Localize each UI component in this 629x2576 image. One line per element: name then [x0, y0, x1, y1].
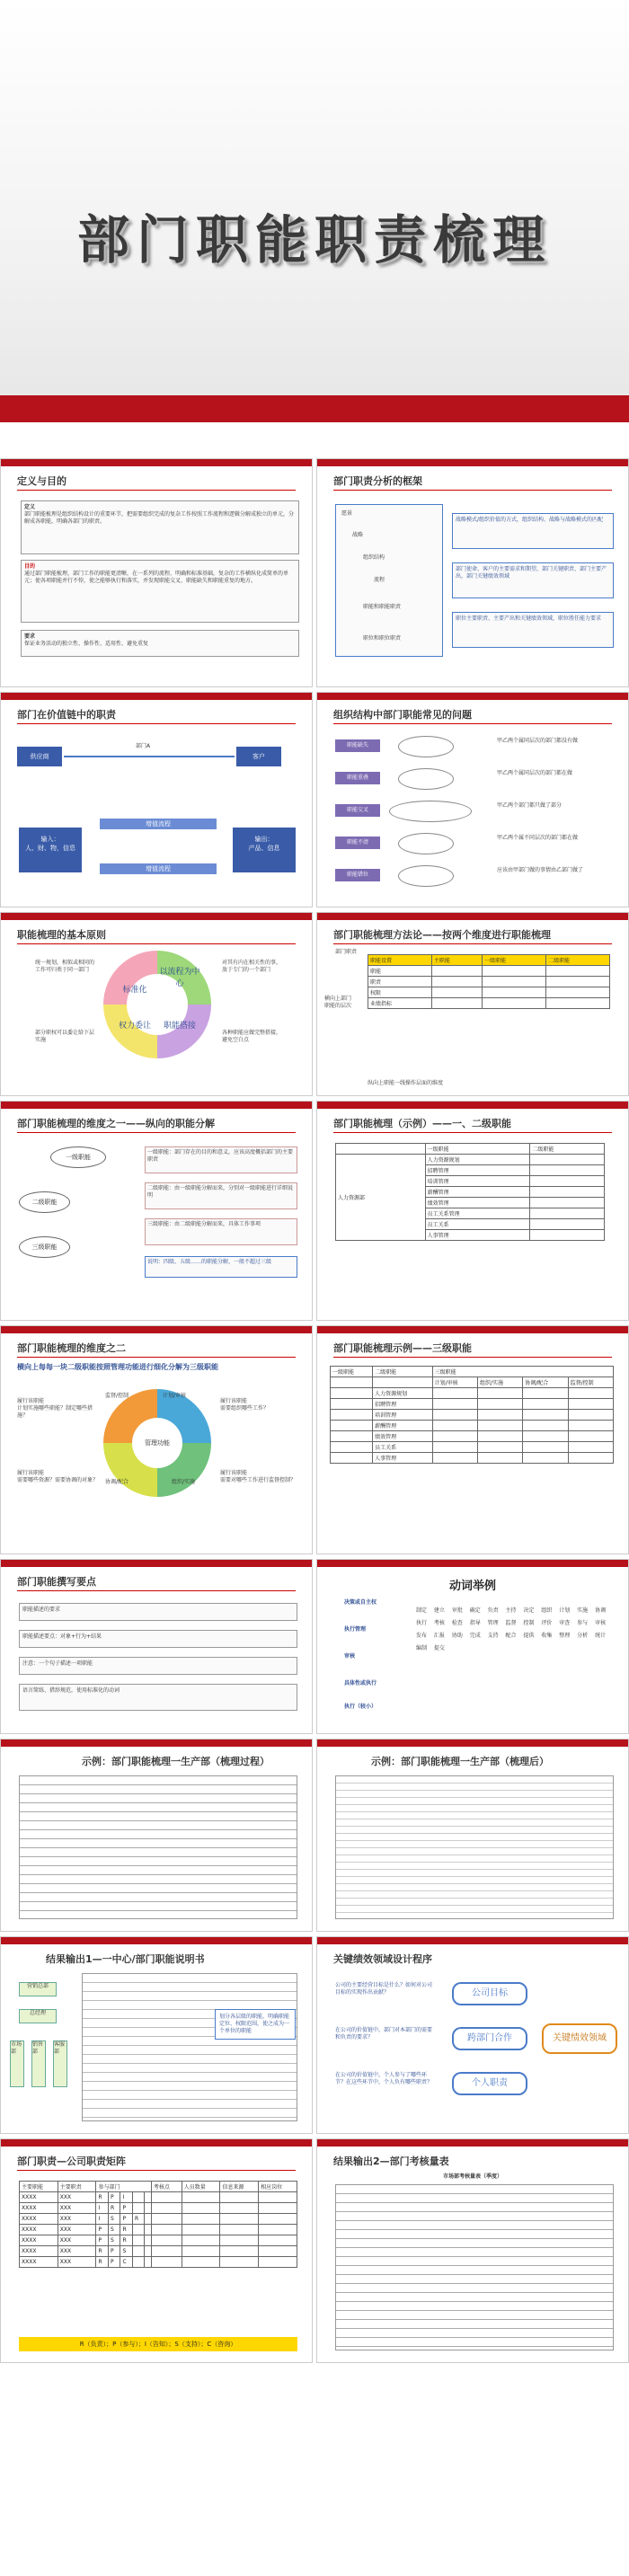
cell: 人事管理 — [425, 1230, 530, 1241]
matrix-row — [20, 2246, 297, 2257]
matrix-cell — [182, 2257, 220, 2268]
matrix-cell — [220, 2192, 259, 2203]
matrix-cell: XXXX — [20, 2203, 58, 2214]
cell: 培训管理 — [373, 1410, 433, 1421]
framework-position: 职位和职位职责 — [363, 635, 402, 642]
cycle-plan: 计划/审核 — [163, 1393, 187, 1399]
slide-matrix — [0, 2138, 313, 2363]
col-header: 监督/控制 — [568, 1377, 613, 1388]
matrix-cell: XXXX — [20, 2235, 58, 2246]
verb-group-2: 执行管理 — [344, 1626, 367, 1633]
methodology-table — [368, 954, 610, 1009]
matrix-cell — [220, 2235, 259, 2246]
tip-1: 职能描述的要求 — [19, 1603, 297, 1621]
slide-writing-tips — [0, 1559, 313, 1734]
matrix-cell: P — [108, 2192, 120, 2203]
cell: 招聘管理 — [425, 1165, 530, 1176]
matrix-row — [20, 2203, 297, 2214]
slide-common-problems — [316, 692, 629, 907]
problem-note-4: 甲乙两个属不同层次的部门都在做 — [497, 835, 579, 841]
level3-table — [330, 1366, 614, 1464]
matrix-cell — [145, 2235, 151, 2246]
matrix-cell: XXXX — [20, 2214, 58, 2225]
venn-5 — [398, 865, 454, 887]
kpa-company-goal: 公司目标 — [452, 1982, 527, 2005]
principle-delegate: 权力委让 — [118, 1022, 151, 1031]
matrix-cell: P — [120, 2214, 133, 2225]
col-header: 一级职能 — [425, 1144, 530, 1155]
level-2-desc: 二级职能：由一级职能分解而来，分别对一级职能进行详细说明 — [145, 1182, 297, 1209]
title-bar — [0, 395, 629, 422]
matrix-cell: XXXX — [20, 2225, 58, 2235]
matrix-cell — [145, 2214, 151, 2225]
verb-list: 制定 建立 审批 确定 负责 主持 决定 组织 计划 实施 协调 执行 考核 检查 指导 管理 监督 控制 评价 审查 参与 审核 发布 汇报 协助 完成 支持 配合 提供 收集 整理 分析 统计 编制 提交 — [416, 1607, 607, 1651]
col-header: 人员数量 — [182, 2182, 220, 2192]
definition-text: 部门职能梳理是组织结构设计的重要环节，把需要组织完成的复杂工作按照工作流程和逻辑分解成独立的单元，分解成各职能，明确各部门的职责。 — [24, 511, 295, 525]
process-table — [19, 1775, 297, 1919]
tip-4: 语言简练、措辞规范，使用标准化的动词 — [19, 1684, 297, 1711]
matrix-cell: XXX — [58, 2203, 96, 2214]
cycle-center: 管理功能 — [132, 1418, 182, 1468]
matrix-cell — [151, 2257, 182, 2268]
matrix-cell: R — [96, 2246, 109, 2257]
cell: 员工关系 — [373, 1442, 433, 1453]
problem-note-5: 应该由甲部门做的事情由乙部门做了 — [497, 867, 584, 873]
level-3-desc: 三级职能：由二级职能分解而来，具体工作事项 — [145, 1218, 297, 1245]
slide-example-level3 — [316, 1325, 629, 1554]
kpa-question-1: 公司的主要经营目标是什么？如何对公司目标的实现作出贡献？ — [335, 1982, 433, 1996]
matrix-cell — [145, 2246, 151, 2257]
matrix-cell — [182, 2192, 220, 2203]
slide-example-level12 — [316, 1101, 629, 1321]
slide-title: 动词举例 — [448, 1580, 496, 1593]
matrix-cell — [182, 2246, 220, 2257]
matrix-cell: I — [96, 2214, 109, 2225]
cell: 绩效管理 — [425, 1198, 530, 1208]
slide-framework — [316, 458, 629, 687]
output-box: 输出： 产品、信息 — [233, 828, 296, 872]
framework-note-3: 职位主要职责、主要产出和关键绩效领域，职位胜任能力要求 — [452, 612, 614, 648]
slide-title: 定义与目的 — [17, 475, 66, 487]
slide-horizontal — [0, 1325, 313, 1554]
cell: 薪酬管理 — [425, 1187, 530, 1198]
tip-2: 职能描述要点：对象+行为+结果 — [19, 1630, 297, 1648]
goal-text: 通过部门职能梳理，部门工作的职能更清晰，在一系列的流程、明确和标准基础，复杂的工作横纵化成简单的单元；使各项职能并行不悖，使之能够执行和落实，并发现职能交叉、职能缺失和职能重复的地方。 — [24, 571, 289, 584]
slide-definition — [0, 458, 313, 687]
matrix-cell: I — [96, 2203, 109, 2214]
verb-group-3: 审核 — [344, 1653, 356, 1660]
matrix-cell — [151, 2225, 182, 2235]
slide-title: 部门职责分析的框架 — [333, 475, 422, 487]
slide-methodology — [316, 912, 629, 1096]
matrix-cell: XXX — [58, 2192, 96, 2203]
cell: 员工关系 — [425, 1219, 530, 1230]
org-root: 营销总部 — [19, 1982, 57, 1996]
axis-y-label: 横向上部门职能的层次 — [324, 996, 352, 1009]
matrix-cell — [132, 2257, 145, 2268]
matrix-cell: P — [120, 2203, 133, 2214]
matrix-cell — [220, 2225, 259, 2235]
matrix-cell — [145, 2225, 151, 2235]
goal-box — [21, 560, 299, 623]
matrix-cell — [259, 2203, 297, 2214]
row-label: 职责 — [368, 977, 432, 987]
matrix-cell: P — [96, 2225, 109, 2235]
org-manager: 总经理 — [19, 2009, 57, 2023]
cycle-implement: 组织/实施 — [172, 1479, 196, 1485]
slide-title: 部门职能梳理（示例）——一、二级职能 — [333, 1118, 511, 1129]
spec-table — [82, 1973, 297, 2121]
cycle-note-3: 履行该职能 需要组织哪些工作？ — [220, 1398, 270, 1412]
cell: 培训管理 — [425, 1176, 530, 1187]
matrix-cell — [259, 2214, 297, 2225]
col-header: 主要职责 — [58, 2182, 96, 2192]
principle-note-3: 部分职权可以委让给下层实施 — [35, 1030, 95, 1043]
col-header: 一级职能 — [331, 1367, 373, 1377]
dept-cell: 人力资源部 — [336, 1155, 426, 1241]
row-label: 权限 — [368, 987, 432, 998]
slide-subtitle: 横向上每每一块二级职能按照管理功能进行细化分解为三级职能 — [17, 1363, 218, 1371]
matrix-cell: P — [108, 2257, 120, 2268]
matrix-cell — [132, 2246, 145, 2257]
matrix-cell — [151, 2203, 182, 2214]
col-header: 二级职能 — [373, 1367, 433, 1377]
matrix-cell — [182, 2225, 220, 2235]
row-label: 业绩指标 — [368, 998, 432, 1009]
cycle-note-1: 履行该职能 计划实施哪些职能？制定哪些措施？ — [17, 1398, 93, 1419]
matrix-cell: R — [96, 2192, 109, 2203]
definition-box — [21, 500, 299, 554]
customer-box: 客户 — [236, 747, 281, 766]
verb-group-1: 决策或自主权 — [344, 1599, 377, 1606]
col-header: 考核点 — [151, 2182, 182, 2192]
matrix-cell — [259, 2192, 297, 2203]
value-process-1: 增值流程 — [100, 819, 217, 829]
cell: 员工关系管理 — [425, 1208, 530, 1219]
matrix-cell — [182, 2235, 220, 2246]
level-1-node: 一级职能 — [50, 1146, 106, 1168]
slide-title: 关键绩效领域设计程序 — [333, 1953, 432, 1965]
cell: 人事管理 — [373, 1453, 433, 1464]
venn-1 — [398, 736, 454, 757]
slide-verbs — [316, 1559, 629, 1734]
matrix-cell: S — [108, 2214, 120, 2225]
matrix-row — [20, 2225, 297, 2235]
matrix-cell — [182, 2203, 220, 2214]
principle-note-4: 统一规划，相似或相同的工作可归类于同一部门 — [35, 960, 95, 973]
row-label: 职能 — [368, 966, 432, 977]
slide-title: 部门在价值链中的职责 — [17, 709, 116, 721]
cell: 人力资源规划 — [373, 1388, 433, 1399]
matrix-cell — [132, 2225, 145, 2235]
col-header: 二级职能 — [530, 1144, 605, 1155]
matrix-cell — [132, 2235, 145, 2246]
slide-title: 组织结构中部门职能常见的问题 — [333, 709, 472, 721]
principle-note-1: 对其有内在相关性的事，放于专门的一个部门 — [222, 960, 282, 973]
level12-table — [335, 1143, 605, 1241]
slide-title: 部门职能梳理的维度之一——纵向的职能分解 — [17, 1118, 215, 1129]
main-title: 部门职能职责梳理 — [76, 209, 552, 270]
matrix-cell — [132, 2192, 145, 2203]
matrix-cell: XXX — [58, 2225, 96, 2235]
kpa-question-2: 在公司的价值链中，部门对本部门的需要和负责的要求？ — [335, 2027, 433, 2040]
kpa-cross-dept: 跨部门合作 — [452, 2027, 527, 2050]
matrix-cell — [259, 2225, 297, 2235]
definition-heading: 定义 — [24, 504, 36, 510]
level-3-node: 三级职能 — [19, 1236, 70, 1258]
problem-note-3: 甲乙两个部门都只做了部分 — [497, 802, 563, 809]
verb-group-5: 执行（较小） — [344, 1704, 377, 1710]
matrix-cell: R — [96, 2257, 109, 2268]
slide-title: 部门职能撰写要点 — [17, 1576, 96, 1588]
slide-title: 示例：部门职能梳理一生产部（梳理过程） — [82, 1756, 270, 1767]
kpi-sheet-title: 市场部考核量表（季度） — [442, 2173, 502, 2180]
matrix-cell: XXX — [58, 2235, 96, 2246]
axis-corner: 部门职责 — [335, 949, 358, 955]
framework-function: 职能和职能职责 — [363, 604, 402, 610]
cell: 招聘管理 — [373, 1399, 433, 1410]
level-2-node: 二级职能 — [19, 1191, 70, 1213]
framework-process: 流程 — [374, 577, 385, 583]
problem-overlap: 职能重叠 — [335, 772, 380, 784]
kpa-individual: 个人职责 — [452, 2072, 527, 2095]
problem-cross: 职能交叉 — [335, 804, 380, 817]
matrix-row — [20, 2235, 297, 2246]
matrix-cell: S — [120, 2246, 133, 2257]
matrix-cell: P — [108, 2246, 120, 2257]
matrix-cell: C — [120, 2257, 133, 2268]
framework-structure: 组织结构 — [363, 554, 385, 561]
cell: 薪酬管理 — [373, 1421, 433, 1431]
venn-3 — [389, 801, 472, 822]
matrix-cell — [259, 2246, 297, 2257]
slide-title: 结果输出2—部门考核量表 — [333, 2156, 449, 2167]
principle-note-2: 各种职能应做完整搭接，避免空白点 — [222, 1030, 282, 1043]
col-header: 二级职能 — [546, 955, 610, 966]
matrix-cell: XXXX — [20, 2257, 58, 2268]
matrix-cell: I — [120, 2192, 133, 2203]
venn-2 — [398, 768, 454, 790]
matrix-cell — [132, 2203, 145, 2214]
slide-title: 部门职能梳理方法论——按两个维度进行职能梳理 — [333, 929, 551, 941]
venn-4 — [398, 833, 454, 854]
matrix-cell — [259, 2235, 297, 2246]
matrix-cell: S — [108, 2235, 120, 2246]
col-header: 职能设置 — [368, 955, 432, 966]
axis-x-label: 纵向上职能一线操作层面的维度 — [368, 1080, 444, 1086]
framework-note-2: 部门使命、客户的主要需求和期望，部门关键职责、部门主要产出，部门关键绩效领域 — [452, 562, 614, 598]
col-header: 主要职能 — [20, 2182, 58, 2192]
cycle-note-2: 履行该职能 需要哪些资源？需要协调的对象？ — [17, 1470, 99, 1483]
cell: 绩效管理 — [373, 1431, 433, 1442]
result-document — [335, 1775, 614, 1919]
slide-title: 部门职能梳理示例——三级职能 — [333, 1342, 472, 1354]
matrix-cell: R — [108, 2203, 120, 2214]
matrix-cell — [145, 2203, 151, 2214]
matrix-cell — [145, 2192, 151, 2203]
matrix-cell — [182, 2214, 220, 2225]
matrix-cell — [151, 2214, 182, 2225]
matrix-cell: XXXX — [20, 2192, 58, 2203]
dept-label: 部门A — [136, 743, 151, 749]
col-header: 一级职能 — [483, 955, 546, 966]
matrix-cell — [151, 2246, 182, 2257]
matrix-cell — [220, 2246, 259, 2257]
slide-kpa-design — [316, 1936, 629, 2134]
problem-missing: 职能缺失 — [335, 739, 380, 752]
col-header: 三级职能 — [432, 1367, 613, 1377]
kpi-table — [335, 2184, 614, 2350]
col-header: 相应岗位 — [259, 2182, 297, 2192]
principle-standard: 标准化 — [122, 986, 147, 995]
matrix-cell: R — [132, 2214, 145, 2225]
col-header: 参与部门 — [96, 2182, 151, 2192]
matrix-cell — [220, 2203, 259, 2214]
slide-title: 部门职责—公司职责矩阵 — [17, 2156, 126, 2167]
cycle-coordinate: 协调/配合 — [105, 1479, 129, 1485]
matrix-row — [20, 2257, 297, 2268]
matrix-row — [20, 2214, 297, 2225]
matrix-cell — [220, 2214, 259, 2225]
org-child-2: 销售部 — [31, 2040, 46, 2087]
kpa-result: 关键绩效领域 — [542, 2023, 617, 2054]
matrix-cell — [259, 2257, 297, 2268]
problem-misplaced: 职能错位 — [335, 869, 380, 881]
matrix-cell — [220, 2257, 259, 2268]
slide-title: 部门职能梳理的维度之二 — [17, 1342, 126, 1354]
framework-note-1: 战略模式/组织价值的方式，组织结构、战略与战略模式的匹配 — [452, 513, 614, 549]
tip-3: 注意：一个句子描述一项职能 — [19, 1657, 297, 1675]
matrix-row — [20, 2192, 297, 2203]
chain-arrow — [64, 756, 235, 757]
problem-note-1: 甲乙两个属同层次的部门都没有做 — [497, 738, 579, 744]
matrix-cell: R — [120, 2225, 133, 2235]
level-note: 说明：四级、五级……的职能分解，一般不超过三级 — [145, 1256, 297, 1278]
slide-spec-sheet — [0, 1936, 313, 2134]
matrix-cell: XXXX — [20, 2246, 58, 2257]
requirement-box — [21, 630, 299, 657]
matrix-cell — [145, 2257, 151, 2268]
cell: 人力资源规划 — [425, 1155, 530, 1165]
slide-vertical — [0, 1101, 313, 1321]
slide-title: 职能梳理的基本原则 — [17, 929, 106, 941]
principle-connect: 职能搭接 — [163, 1022, 196, 1031]
framework-diagram — [335, 504, 443, 657]
matrix-cell: R — [120, 2235, 133, 2246]
matrix-cell: XXX — [58, 2257, 96, 2268]
col-header: 协调/配合 — [523, 1377, 568, 1388]
matrix-legend: R（负责）；P（参与）；I（告知）；S（支持）；C（咨询） — [19, 2337, 297, 2351]
org-child-1: 市场部 — [10, 2040, 24, 2087]
matrix-cell — [151, 2235, 182, 2246]
col-header: 组织/实施 — [477, 1377, 522, 1388]
title-slide — [0, 0, 629, 422]
matrix-cell: P — [96, 2235, 109, 2246]
slide-title: 示例：部门职能梳理一生产部（梳理后） — [371, 1756, 549, 1767]
framework-vision: 愿景 — [341, 510, 353, 517]
verb-group-4: 具体性或执行 — [344, 1680, 377, 1686]
col-header: 主职能 — [431, 955, 482, 966]
matrix-cell — [151, 2192, 182, 2203]
col-header: 计划/审核 — [432, 1377, 477, 1388]
requirement-heading: 要求 — [24, 633, 36, 640]
cycle-note-4: 履行该职能 需要对哪些工作进行监督控制？ — [220, 1470, 297, 1483]
slide-kpi-sheet — [316, 2138, 629, 2363]
slide-principles — [0, 912, 313, 1096]
spec-callout: 划分各层级的职能，明确职能定位、权限范围，使之成为一个单位的职能 — [215, 2009, 296, 2040]
principle-process: 以流程为中心 — [159, 968, 200, 988]
value-process-2: 增值流程 — [100, 863, 217, 874]
col-header: 信息来源 — [220, 2182, 259, 2192]
matrix-cell: S — [108, 2225, 120, 2235]
framework-strategy: 战略 — [352, 532, 364, 538]
slide-value-chain — [0, 692, 313, 907]
matrix-cell: XXX — [58, 2214, 96, 2225]
problem-note-2: 甲乙两个属同层次的部门都在做 — [497, 770, 573, 776]
kpa-question-3: 在公司的价值链中，个人参与了哪些环节？在这些环节中，个人负有哪些职责？ — [335, 2072, 433, 2085]
slide-production-process — [0, 1739, 313, 1932]
supplier-box: 供应商 — [17, 747, 62, 766]
org-child-3: 客服部 — [53, 2040, 67, 2087]
goal-heading: 目的 — [24, 563, 36, 570]
slide-title: 结果输出1—一中心/部门职能说明书 — [46, 1953, 205, 1965]
cycle-control: 监督/控制 — [105, 1393, 129, 1399]
slide-production-result — [316, 1739, 629, 1932]
matrix-cell: XXX — [58, 2246, 96, 2257]
input-box: 输入： 人、财、物，信息 — [19, 828, 82, 872]
responsibility-matrix — [19, 2181, 297, 2268]
requirement-text: 保证业务活动的独立性、操作性、适用性、避免重复 — [24, 641, 149, 647]
problem-unclear: 职能不清 — [335, 837, 380, 849]
level-1-desc: 一级职能：部门存在的目的和意义，应该高度概括部门的主要职责 — [145, 1146, 297, 1173]
